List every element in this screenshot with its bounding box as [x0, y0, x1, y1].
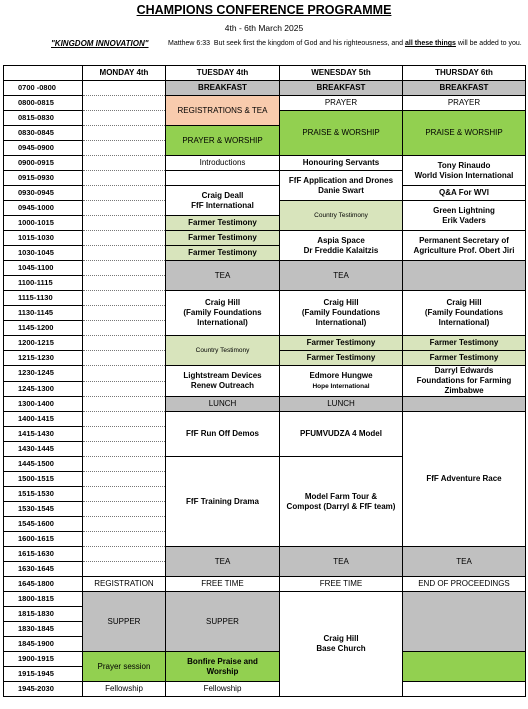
tue-farmer-testimony: Farmer Testimony: [166, 246, 280, 261]
monday-empty: [83, 397, 166, 412]
wed-aspia-speaker: Dr Freddie Kalaitzis: [303, 245, 379, 255]
time-slot: 1500-1515: [4, 472, 83, 487]
time-slot: 0815-0830: [4, 111, 83, 126]
wed-free-time: FREE TIME: [280, 577, 403, 592]
time-slot: 0830-0845: [4, 126, 83, 141]
tue-bonfire-line1: Bonfire Praise and: [187, 656, 258, 666]
monday-empty: [83, 186, 166, 201]
thu-secretary-title: Permanent Secretary of: [419, 235, 509, 245]
tue-registrations-tea: REGISTRATIONS & TEA: [166, 96, 280, 126]
time-header: [4, 66, 83, 81]
table-row: [4, 682, 526, 697]
thu-evening-empty: [403, 652, 526, 682]
tue-craig-deall-name: Craig Deall: [201, 190, 244, 200]
wed-farmer-testimony: Farmer Testimony: [280, 336, 403, 351]
tue-bonfire-line2: Worship: [206, 666, 239, 676]
monday-empty: [83, 306, 166, 321]
wed-craig-hill-org2: International): [315, 318, 367, 327]
monday-empty: [83, 457, 166, 472]
time-slot: 1815-1830: [4, 607, 83, 622]
time-slot: 0915-0930: [4, 171, 83, 186]
monday-empty: [83, 351, 166, 366]
monday-empty: [83, 261, 166, 276]
programme-dates: 4th - 6th March 2025: [224, 23, 304, 33]
wed-tea: TEA: [280, 261, 403, 291]
time-slot: 1100-1115: [4, 276, 83, 291]
time-slot: 1545-1600: [4, 517, 83, 532]
monday-empty: [83, 216, 166, 231]
time-slot: 1015-1030: [4, 231, 83, 246]
thu-craig-hill-org2: International): [438, 318, 490, 327]
thu-end-of-proceedings: END OF PROCEEDINGS: [403, 577, 526, 592]
day-header-thursday: THURSDAY 6th: [403, 66, 526, 81]
tue-farmer-testimony: Farmer Testimony: [166, 231, 280, 246]
wed-model-farm-tour: [280, 457, 403, 547]
time-slot: 1115-1130: [4, 291, 83, 306]
time-slot: 1915-1945: [4, 667, 83, 682]
tue-farmer-testimony: Farmer Testimony: [166, 216, 280, 231]
wed-aspia-space: [280, 231, 403, 261]
wed-drones-speaker: Danie Swart: [318, 185, 364, 195]
tue-craig-hill-org: (Family Foundations: [183, 308, 262, 317]
monday-empty: [83, 81, 166, 96]
mon-registration: REGISTRATION: [83, 577, 166, 592]
monday-empty: [83, 96, 166, 111]
table-row: [4, 81, 526, 96]
wed-praise-worship: PRAISE & WORSHIP: [280, 111, 403, 156]
thu-green-lightning-name: Green Lightning: [433, 205, 495, 215]
monday-empty: [83, 126, 166, 141]
tue-lightstream-name: Lightstream Devices: [183, 371, 262, 380]
time-slot: 1845-1900: [4, 637, 83, 652]
monday-empty: [83, 366, 166, 382]
tue-craig-hill-org2: International): [197, 318, 248, 327]
time-slot: 1045-1100: [4, 261, 83, 276]
mon-prayer-session: Prayer session: [83, 652, 166, 682]
monday-empty: [83, 562, 166, 577]
tue-bonfire: [166, 652, 280, 682]
time-slot: 1030-1045: [4, 246, 83, 261]
monday-empty: [83, 231, 166, 246]
time-slot: 1600-1615: [4, 532, 83, 547]
monday-empty: [83, 141, 166, 156]
table-row: [4, 261, 526, 276]
thu-lunch-empty: [403, 397, 526, 412]
table-row: [4, 336, 526, 351]
tue-supper: SUPPER: [166, 592, 280, 652]
time-slot: 1445-1500: [4, 457, 83, 472]
time-slot: 0930-0945: [4, 186, 83, 201]
day-header-tuesday: TUESDAY 4th: [166, 66, 280, 81]
time-slot: 1215-1230: [4, 351, 83, 366]
verse-text-c: will be added to you.: [457, 40, 522, 47]
table-row: [4, 231, 526, 246]
time-slot: 1830-1845: [4, 622, 83, 637]
tue-craig-deall-org: FfF International: [191, 200, 254, 210]
wed-aspia-name: Aspia Space: [317, 235, 365, 245]
thu-darryl-org: Foundations for Farming: [416, 376, 512, 385]
time-slot: 1945-2030: [4, 682, 83, 697]
schedule-table: [3, 65, 526, 697]
thu-green-lightning-speaker: Erik Vaders: [442, 215, 486, 225]
thu-supper-empty: [403, 592, 526, 652]
thu-prayer: PRAYER: [403, 96, 526, 111]
wed-pfumvudza: PFUMVUDZA 4 Model: [280, 412, 403, 457]
monday-empty: [83, 336, 166, 351]
time-slot: 0800-0815: [4, 96, 83, 111]
thu-darryl-org2: Zimbabwe: [444, 386, 484, 395]
table-row: [4, 592, 526, 607]
time-slot: 1615-1630: [4, 547, 83, 562]
wed-farmer-testimony: Farmer Testimony: [280, 351, 403, 366]
header-row: [4, 66, 526, 81]
time-slot: 1515-1530: [4, 487, 83, 502]
wed-breakfast: BREAKFAST: [280, 81, 403, 96]
mon-supper: SUPPER: [83, 592, 166, 652]
tue-training-drama: FfF Training Drama: [166, 457, 280, 547]
time-slot: 1400-1415: [4, 412, 83, 427]
wed-prayer: PRAYER: [280, 96, 403, 111]
thu-darryl-edwards: [403, 366, 526, 397]
monday-empty: [83, 276, 166, 291]
tue-craig-hill-name: Craig Hill: [204, 298, 241, 307]
tue-introductions: Introductions: [166, 156, 280, 171]
day-header-monday: MONDAY 4th: [83, 66, 166, 81]
time-slot: 1900-1915: [4, 652, 83, 667]
thu-permanent-secretary: [403, 231, 526, 261]
wed-model-farm-title: Model Farm Tour &: [304, 491, 378, 501]
wed-country-testimony: Country Testimony: [280, 201, 403, 231]
tue-fellowship: Fellowship: [166, 682, 280, 697]
theme-verse: [168, 40, 522, 47]
day-header-wednesday: WENESDAY 5th: [280, 66, 403, 81]
monday-empty: [83, 532, 166, 547]
wed-drones: [280, 171, 403, 201]
wed-edmore-org: Hope International: [312, 382, 370, 390]
table-row: [4, 652, 526, 667]
wed-edmore-hungwe: [280, 366, 403, 397]
thu-qa: Q&A For WVI: [403, 186, 526, 201]
time-slot: 1645-1800: [4, 577, 83, 592]
wed-base-church-speaker: Craig Hill: [323, 634, 359, 643]
time-slot: 1530-1545: [4, 502, 83, 517]
time-slot: 1230-1245: [4, 366, 83, 382]
wed-craig-hill-org: (Family Foundations: [301, 308, 381, 317]
tue-run-off-demos: FfF Run Off Demos: [166, 412, 280, 457]
thu-praise-worship: PRAISE & WORSHIP: [403, 111, 526, 156]
thu-farmer-testimony: Farmer Testimony: [403, 351, 526, 366]
wed-honouring-servants: Honouring Servants: [280, 156, 403, 171]
thu-tony-rinaudo: [403, 156, 526, 186]
wed-craig-hill: [280, 291, 403, 336]
tue-craig-hill: [166, 291, 280, 336]
monday-empty: [83, 246, 166, 261]
time-slot: 0945-0900: [4, 141, 83, 156]
theme-title: "KINGDOM INNOVATION": [51, 39, 149, 48]
tue-tea: TEA: [166, 261, 280, 291]
time-slot: 1000-1015: [4, 216, 83, 231]
monday-empty: [83, 291, 166, 306]
time-slot: 1145-1200: [4, 321, 83, 336]
monday-empty: [83, 517, 166, 532]
monday-empty: [83, 427, 166, 442]
tue-empty: [166, 171, 280, 186]
monday-empty: [83, 171, 166, 186]
table-row: [4, 412, 526, 427]
monday-empty: [83, 201, 166, 216]
time-slot: 1430-1445: [4, 442, 83, 457]
wed-edmore-name: Edmore Hungwe: [309, 370, 373, 380]
tue-country-testimony: Country Testimony: [166, 336, 280, 366]
verse-text-a: But seek first the kingdom of God and his righteousness, and: [213, 40, 404, 47]
tue-lunch: LUNCH: [166, 397, 280, 412]
table-row: [4, 291, 526, 306]
thu-tony-org: World Vision International: [414, 170, 514, 180]
wed-tea-afternoon: TEA: [280, 547, 403, 577]
monday-empty: [83, 412, 166, 427]
wed-base-church-title: Base Church: [316, 644, 366, 653]
monday-empty: [83, 472, 166, 487]
time-slot: 1130-1145: [4, 306, 83, 321]
wed-drones-title: FfF Application and Drones: [288, 175, 394, 185]
thu-craig-hill: [403, 291, 526, 336]
time-slot: 0900-0915: [4, 156, 83, 171]
monday-empty: [83, 111, 166, 126]
thu-tea-empty: [403, 261, 526, 291]
time-slot: 0945-1000: [4, 201, 83, 216]
thu-fellowship-empty: [403, 682, 526, 697]
tue-lightstream: [166, 366, 280, 397]
tue-tea-afternoon: TEA: [166, 547, 280, 577]
time-slot: 1630-1645: [4, 562, 83, 577]
monday-empty: [83, 321, 166, 336]
monday-empty: [83, 487, 166, 502]
wed-lunch: LUNCH: [280, 397, 403, 412]
thu-breakfast: BREAKFAST: [403, 81, 526, 96]
table-row: [4, 547, 526, 562]
thu-tea-afternoon: TEA: [403, 547, 526, 577]
tue-prayer-worship: PRAYER & WORSHIP: [166, 126, 280, 156]
programme-title: CHAMPIONS CONFERENCE PROGRAMME: [136, 3, 392, 17]
tue-craig-deall: [166, 186, 280, 216]
thu-tony-name: Tony Rinaudo: [437, 160, 491, 170]
tue-breakfast: BREAKFAST: [166, 81, 280, 96]
thu-green-lightning: [403, 201, 526, 231]
table-row: [4, 366, 526, 382]
monday-empty: [83, 156, 166, 171]
table-row: [4, 186, 526, 201]
time-slot: 1245-1300: [4, 381, 83, 397]
wed-base-church: [280, 592, 403, 697]
thu-adventure-race: FfF Adventure Race: [403, 412, 526, 547]
verse-text-b: all these things: [404, 40, 456, 47]
monday-empty: [83, 502, 166, 517]
mon-fellowship: Fellowship: [83, 682, 166, 697]
wed-model-farm-detail: Compost (Darryl & FfF team): [286, 501, 396, 511]
table-row: [4, 96, 526, 111]
thu-darryl-name: Darryl Edwards: [434, 366, 494, 375]
thu-farmer-testimony: Farmer Testimony: [403, 336, 526, 351]
monday-empty: [83, 381, 166, 397]
monday-empty: [83, 442, 166, 457]
time-slot: 0700 -0800: [4, 81, 83, 96]
time-slot: 1300-1400: [4, 397, 83, 412]
time-slot: 1800-1815: [4, 592, 83, 607]
tue-lightstream-org: Renew Outreach: [190, 381, 255, 390]
time-slot: 1200-1215: [4, 336, 83, 351]
wed-craig-hill-name: Craig Hill: [323, 298, 359, 307]
verse-reference: Matthew 6:33: [168, 40, 211, 47]
thu-secretary-name: Agriculture Prof. Obert Jiri: [413, 245, 515, 255]
thu-craig-hill-org: (Family Foundations: [424, 308, 504, 317]
table-row: [4, 397, 526, 412]
monday-empty: [83, 547, 166, 562]
table-row: [4, 156, 526, 171]
tue-free-time: FREE TIME: [166, 577, 280, 592]
thu-craig-hill-name: Craig Hill: [446, 298, 482, 307]
time-slot: 1415-1430: [4, 427, 83, 442]
table-row: [4, 577, 526, 592]
